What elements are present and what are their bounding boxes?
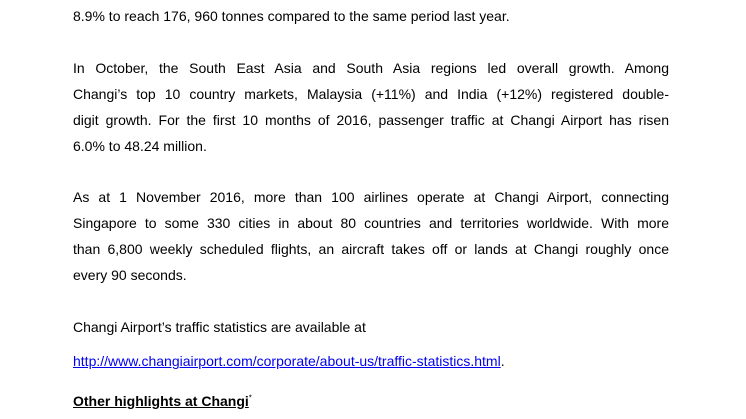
stats-note-text: Changi Airport’s traffic statistics are available at (73, 319, 366, 335)
paragraph-october-line-1: In October, the South East Asia and South Asia regions led overall growth. Among (73, 60, 669, 76)
paragraph-airlines-line-4: every 90 seconds. (73, 267, 187, 283)
paragraph-october-line-2: Changi’s top 10 country markets, Malaysia (+11%) and India (+12%) registered double- (73, 86, 669, 102)
paragraph-top-line: 8.9% to reach 176, 960 tonnes compared to the same period last year. (73, 8, 510, 24)
paragraph-october (73, 55, 669, 159)
stats-link-period: . (500, 353, 505, 369)
traffic-statistics-link[interactable]: http://www.changiairport.com/corporate/about-us/traffic-statistics.html (73, 353, 501, 369)
paragraph-airlines-line-1: As at 1 November 2016, more than 100 airlines operate at Changi Airport, connecting (73, 189, 669, 205)
highlights-heading-line (73, 388, 252, 414)
paragraph-airlines (73, 184, 669, 288)
paragraph-october-line-3: digit growth. For the first 10 months of 2016, passenger traffic at Changi Airport has risen (73, 112, 669, 128)
paragraph-airlines-line-3: than 6,800 weekly scheduled flights, an aircraft takes off or lands at Changi roughly once (73, 241, 669, 257)
stats-link-line (73, 348, 505, 374)
highlights-footnote-marker: * (248, 393, 252, 403)
highlights-heading: Other highlights at Changi (73, 393, 249, 409)
paragraph-airlines-line-2: Singapore to some 330 cities in about 80 countries and territories worldwide. With more (73, 215, 669, 231)
paragraph-october-line-4: 6.0% to 48.24 million. (73, 138, 207, 154)
